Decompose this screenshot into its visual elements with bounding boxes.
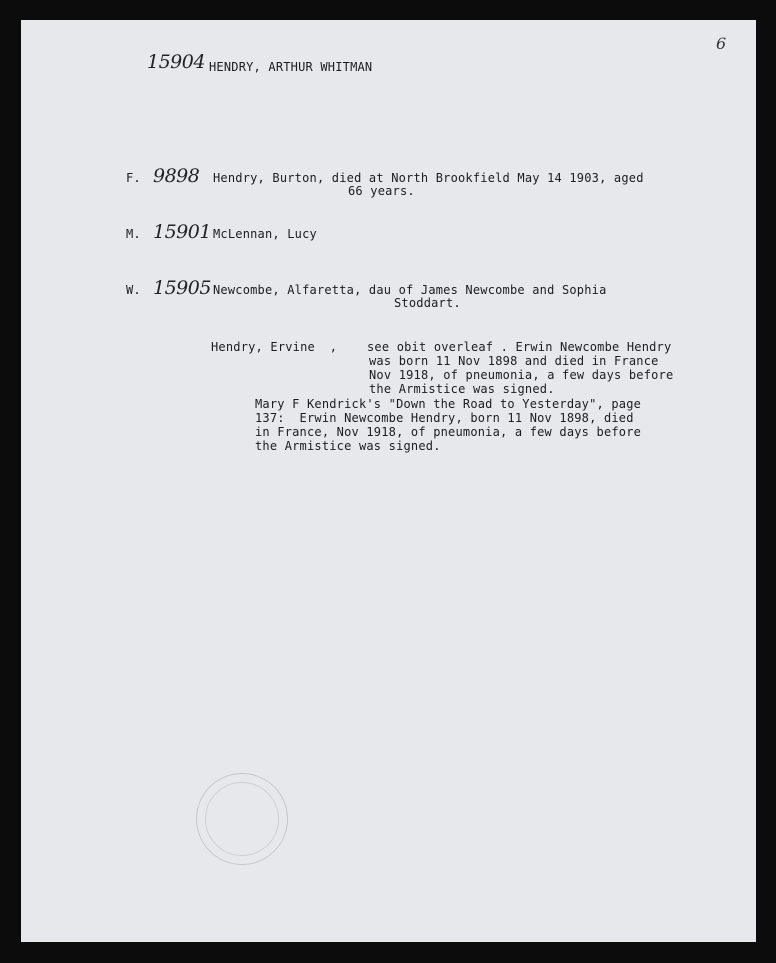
father-label: F. xyxy=(126,171,141,185)
child-reference-line-4: the Armistice was signed. xyxy=(255,439,441,453)
father-id-number: 9898 xyxy=(153,165,200,187)
child-note-line-2: was born 11 Nov 1898 and died in France xyxy=(369,354,659,368)
child-reference-line-1: Mary F Kendrick's "Down the Road to Yesterday", page xyxy=(255,397,642,411)
mother-label: M. xyxy=(126,227,141,241)
page-number: 6 xyxy=(716,34,727,53)
wife-line-2: Stoddart. xyxy=(394,296,461,310)
father-line-1: Hendry, Burton, died at North Brookfield May 14 1903, aged xyxy=(213,171,644,185)
wife-line-1: Newcombe, Alfaretta, dau of James Newcombe and Sophia xyxy=(213,283,607,297)
child-reference-line-3: in France, Nov 1918, of pneumonia, a few days before xyxy=(255,425,642,439)
mother-id-number: 15901 xyxy=(153,221,211,243)
wife-label: W. xyxy=(126,283,141,297)
child-note-line-1: see obit overleaf . Erwin Newcombe Hendry xyxy=(367,340,672,354)
header-id-number: 15904 xyxy=(147,51,205,73)
father-line-2: 66 years. xyxy=(348,184,415,198)
faded-library-stamp xyxy=(196,773,288,865)
child-reference-line-2: 137: Erwin Newcombe Hendry, born 11 Nov 1898, died xyxy=(255,411,634,425)
header-name: HENDRY, ARTHUR WHITMAN xyxy=(209,60,373,74)
paper-sheet xyxy=(21,20,756,942)
child-name: Hendry, Ervine , xyxy=(211,340,338,354)
child-note-line-3: Nov 1918, of pneumonia, a few days before xyxy=(369,368,674,382)
mother-line-1: McLennan, Lucy xyxy=(213,227,317,241)
wife-id-number: 15905 xyxy=(153,277,211,299)
child-note-line-4: the Armistice was signed. xyxy=(369,382,555,396)
